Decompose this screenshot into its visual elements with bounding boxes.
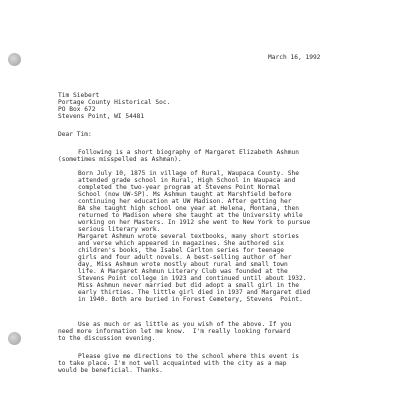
biography-line: continuing her education at UW Madison. After getting her	[78, 198, 292, 205]
salutation: Dear Tim:	[58, 131, 92, 138]
biography-line: and verse which appeared in magazines. She authored six	[78, 240, 284, 247]
paragraph-line: Use as much or as little as you wish of the above. If you	[78, 321, 292, 328]
paragraph-line: Please give me directions to the school where this event is	[78, 353, 299, 360]
biography-line: in 1940. Both are buried in Forest Cemetery, Stevens Point.	[78, 296, 303, 303]
biography-line: returned to Madison where she taught at the University while	[78, 212, 303, 219]
paragraph-line: Following is a short biography of Margaret Elizabeth Ashmun	[78, 149, 299, 156]
biography-line: day, Miss Ashmun wrote mostly about rural and small town	[78, 261, 288, 268]
address-line: Stevens Point, WI 54481	[58, 113, 145, 120]
biography-line: School (now UW-SP). Ms Ashmun taught at Marshfield before	[78, 191, 292, 198]
biography-line: completed the two-year program at Stevens Point Normal	[78, 184, 281, 191]
biography-line: serious literary work.	[78, 226, 161, 233]
paragraph-line: would be beneficial. Thanks.	[58, 367, 163, 374]
biography-line: Margaret Ashmun wrote several textbooks, many short stories	[78, 233, 299, 240]
paragraph-line: (sometimes misspelled as Ashman).	[58, 156, 182, 163]
biography-line: Stevens Point college in 1923 and continued until about 1932.	[78, 275, 307, 282]
biography-line: working on her Masters. In 1912 she went to New York to pursue	[78, 219, 311, 226]
address-line: Portage County Historical Soc.	[58, 99, 171, 106]
paragraph-line: to the discussion evening.	[58, 335, 156, 342]
address-line: PO Box 672	[58, 106, 96, 113]
binder-hole-bottom	[8, 332, 21, 345]
letter-date: March 16, 1992	[268, 54, 321, 61]
address-line: Tim Siebert	[58, 92, 100, 99]
biography-line: BA she taught high school one year at Helena, Montana, then	[78, 205, 299, 212]
biography-line: early thirties. The little girl died in 1937 and Margaret died	[78, 289, 311, 296]
biography-line: girls and four adult novels. A best-selling author of her	[78, 254, 292, 261]
paragraph-line: to take place. I'm not well acquainted with the city as a map	[58, 360, 287, 367]
biography-line: attended grade school in Rural, High School in Waupaca and	[78, 177, 296, 184]
binder-hole-top	[8, 53, 21, 66]
biography-line: children's books, the Isabel Carlton series for teenage	[78, 247, 284, 254]
biography-line: Miss Ashmun never married but did adopt a small girl in the	[78, 282, 299, 289]
paragraph-line: need more information let me know. I'm really looking forward	[58, 328, 291, 335]
biography-line: Born July 10, 1875 in village of Rural, Waupaca County. She	[78, 170, 299, 177]
biography-line: life. A Margaret Ashmun Literary Club was founded at the	[78, 268, 288, 275]
